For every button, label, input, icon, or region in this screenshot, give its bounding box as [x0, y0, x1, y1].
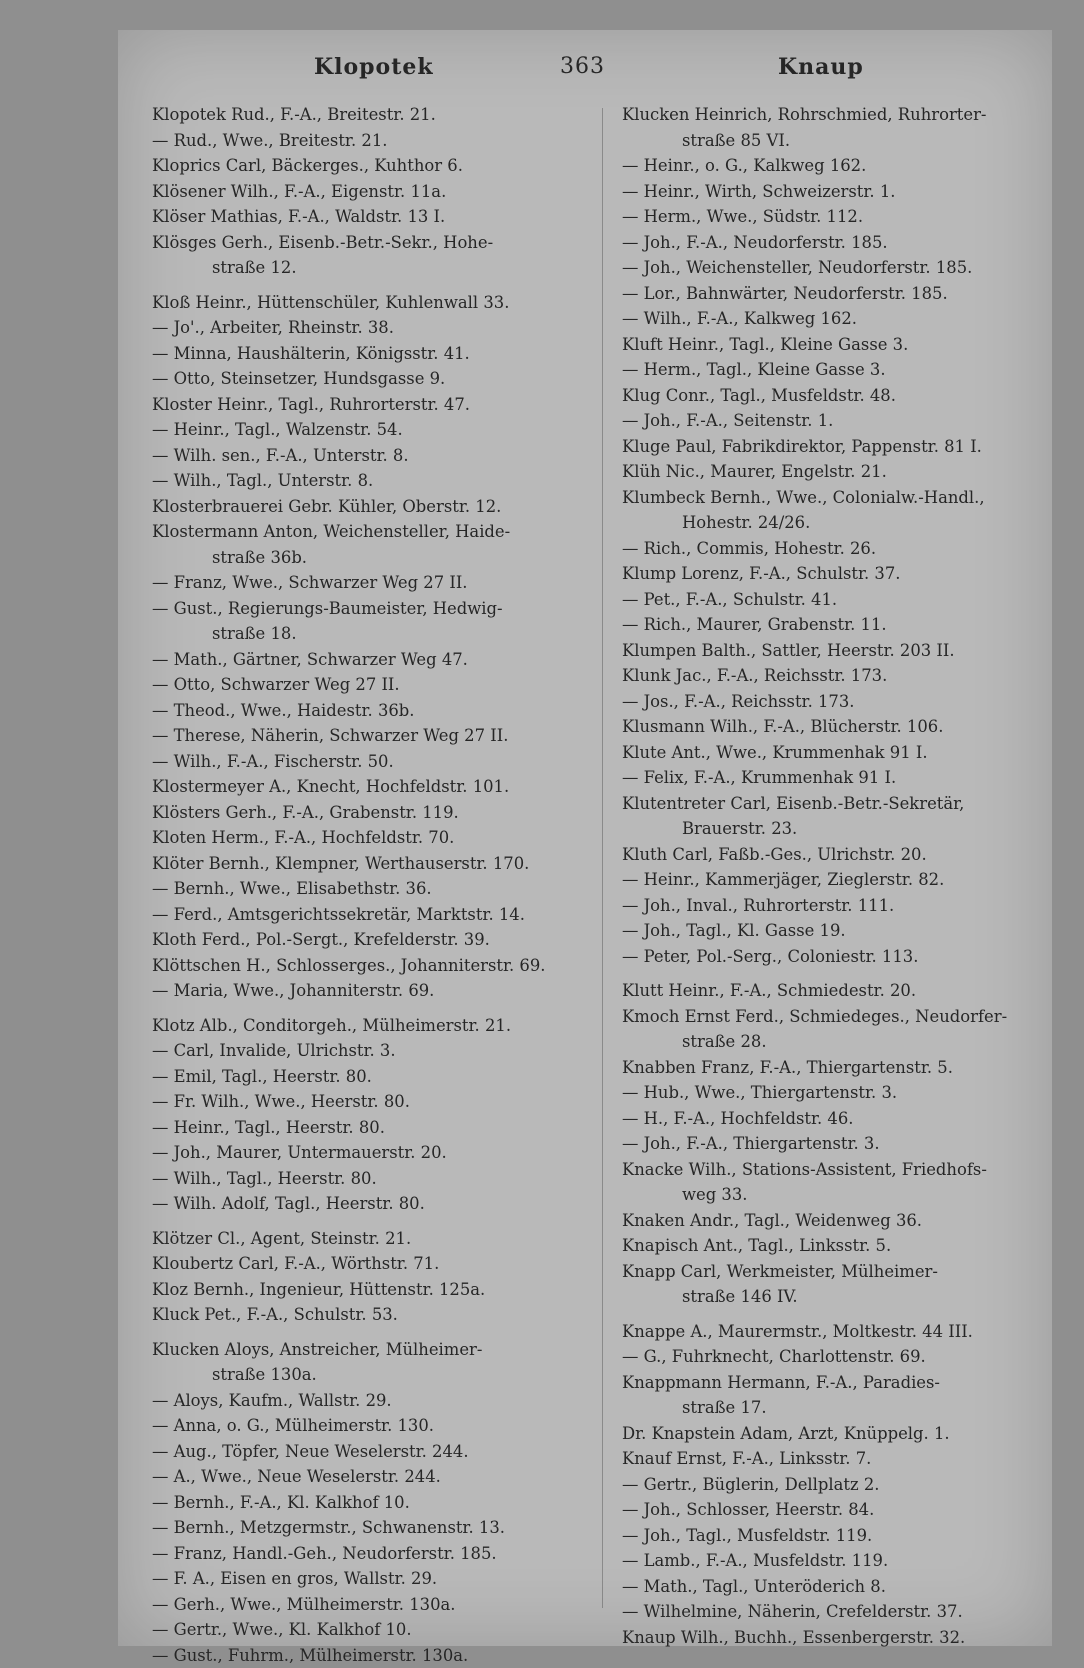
directory-entry: Klöter Bernh., Klempner, Werthauserstr. 170. — [152, 851, 584, 877]
directory-entry: — Heinr., o. G., Kalkweg 162. — [622, 153, 1042, 179]
directory-entry: straße 146 IV. — [622, 1284, 1042, 1310]
directory-entry: Knacke Wilh., Stations-Assistent, Friedhofs- — [622, 1157, 1042, 1183]
directory-entry: — Bernh., Wwe., Elisabethstr. 36. — [152, 876, 584, 902]
header-first-entry: Klopotek — [314, 54, 434, 80]
directory-entry: — Peter, Pol.-Serg., Coloniestr. 113. — [622, 944, 1042, 970]
directory-entry: straße 12. — [152, 255, 584, 281]
directory-entry: — Rich., Commis, Hohestr. 26. — [622, 536, 1042, 562]
directory-entry: — Gerh., Wwe., Mülheimerstr. 130a. — [152, 1592, 584, 1618]
directory-entry: — Joh., Maurer, Untermauerstr. 20. — [152, 1140, 584, 1166]
directory-page — [118, 30, 1052, 1646]
directory-entry: — Jos., F.-A., Reichsstr. 173. — [622, 689, 1042, 715]
directory-entry: — Joh., F.-A., Seitenstr. 1. — [622, 408, 1042, 434]
left-column — [152, 102, 584, 1668]
directory-entry: Klotz Alb., Conditorgeh., Mülheimerstr. 21. — [152, 1013, 584, 1039]
directory-entry: Knaken Andr., Tagl., Weidenweg 36. — [622, 1208, 1042, 1234]
directory-entry: Kloz Bernh., Ingenieur, Hüttenstr. 125a. — [152, 1277, 584, 1303]
directory-entry: — Therese, Näherin, Schwarzer Weg 27 II. — [152, 723, 584, 749]
directory-entry: — Emil, Tagl., Heerstr. 80. — [152, 1064, 584, 1090]
directory-entry: Klüh Nic., Maurer, Engelstr. 21. — [622, 459, 1042, 485]
directory-entry: — Fr. Wilh., Wwe., Heerstr. 80. — [152, 1089, 584, 1115]
directory-entry: Klösener Wilh., F.-A., Eigenstr. 11a. — [152, 179, 584, 205]
directory-entry: Klostermeyer A., Knecht, Hochfeldstr. 101. — [152, 774, 584, 800]
directory-entry: Klug Conr., Tagl., Musfeldstr. 48. — [622, 383, 1042, 409]
directory-entry: Klunk Jac., F.-A., Reichsstr. 173. — [622, 663, 1042, 689]
directory-entry: Dr. Knapstein Adam, Arzt, Knüppelg. 1. — [622, 1421, 1042, 1447]
directory-entry: Klostermann Anton, Weichensteller, Haide- — [152, 519, 584, 545]
directory-entry: Knappmann Hermann, F.-A., Paradies- — [622, 1370, 1042, 1396]
directory-entry: — Gertr., Büglerin, Dellplatz 2. — [622, 1472, 1042, 1498]
directory-entry: straße 130a. — [152, 1362, 584, 1388]
directory-entry: Klucken Aloys, Anstreicher, Mülheimer- — [152, 1337, 584, 1363]
directory-entry: Klump Lorenz, F.-A., Schulstr. 37. — [622, 561, 1042, 587]
directory-entry: Klucken Heinrich, Rohrschmied, Ruhrorter- — [622, 102, 1042, 128]
directory-entry: — Wilh. Adolf, Tagl., Heerstr. 80. — [152, 1191, 584, 1217]
directory-entry: — Hub., Wwe., Thiergartenstr. 3. — [622, 1080, 1042, 1106]
directory-entry: Kloten Herm., F.-A., Hochfeldstr. 70. — [152, 825, 584, 851]
directory-entry: straße 85 VI. — [622, 128, 1042, 154]
directory-entry: — Math., Gärtner, Schwarzer Weg 47. — [152, 647, 584, 673]
directory-entry: — F. A., Eisen en gros, Wallstr. 29. — [152, 1566, 584, 1592]
directory-entry: — Joh., F.-A., Neudorferstr. 185. — [622, 230, 1042, 256]
directory-entry: — Aug., Töpfer, Neue Weselerstr. 244. — [152, 1439, 584, 1465]
directory-entry: — Wilh. sen., F.-A., Unterstr. 8. — [152, 443, 584, 469]
directory-entry: Kmoch Ernst Ferd., Schmiedeges., Neudorfer- — [622, 1004, 1042, 1030]
directory-entry: — Herm., Tagl., Kleine Gasse 3. — [622, 357, 1042, 383]
column-divider — [602, 108, 603, 1608]
directory-entry: — Aloys, Kaufm., Wallstr. 29. — [152, 1388, 584, 1414]
directory-entry: Klusmann Wilh., F.-A., Blücherstr. 106. — [622, 714, 1042, 740]
directory-entry: — Bernh., Metzgermstr., Schwanenstr. 13. — [152, 1515, 584, 1541]
directory-entry: — Joh., F.-A., Thiergartenstr. 3. — [622, 1131, 1042, 1157]
directory-entry: Klösges Gerh., Eisenb.-Betr.-Sekr., Hohe- — [152, 230, 584, 256]
directory-entry: Kloth Ferd., Pol.-Sergt., Krefelderstr. 39. — [152, 927, 584, 953]
directory-entry: straße 36b. — [152, 545, 584, 571]
directory-entry: Knabben Franz, F.-A., Thiergartenstr. 5. — [622, 1055, 1042, 1081]
directory-entry: Kloubertz Carl, F.-A., Wörthstr. 71. — [152, 1251, 584, 1277]
page-number: 363 — [560, 54, 605, 79]
directory-entry: — Franz, Wwe., Schwarzer Weg 27 II. — [152, 570, 584, 596]
directory-entry: Knapp Carl, Werkmeister, Mülheimer- — [622, 1259, 1042, 1285]
directory-entry: Knapisch Ant., Tagl., Linksstr. 5. — [622, 1233, 1042, 1259]
directory-entry: straße 17. — [622, 1395, 1042, 1421]
directory-entry: Kluck Pet., F.-A., Schulstr. 53. — [152, 1302, 584, 1328]
directory-entry: — Carl, Invalide, Ulrichstr. 3. — [152, 1038, 584, 1064]
directory-entry: — Heinr., Wirth, Schweizerstr. 1. — [622, 179, 1042, 205]
directory-entry: — Anna, o. G., Mülheimerstr. 130. — [152, 1413, 584, 1439]
directory-entry: — Wilh., F.-A., Fischerstr. 50. — [152, 749, 584, 775]
directory-entry: Brauerstr. 23. — [622, 816, 1042, 842]
directory-entry: — Wilh., Tagl., Unterstr. 8. — [152, 468, 584, 494]
directory-entry: — Theod., Wwe., Haidestr. 36b. — [152, 698, 584, 724]
directory-entry: — Ferd., Amtsgerichtssekretär, Marktstr. 14. — [152, 902, 584, 928]
directory-entry: Klöttschen H., Schlosserges., Johanniterstr. 69. — [152, 953, 584, 979]
directory-entry: Kluge Paul, Fabrikdirektor, Pappenstr. 81 I. — [622, 434, 1042, 460]
directory-entry: Hohestr. 24/26. — [622, 510, 1042, 536]
directory-entry: — Joh., Tagl., Musfeldstr. 119. — [622, 1523, 1042, 1549]
directory-entry: Klösters Gerh., F.-A., Grabenstr. 119. — [152, 800, 584, 826]
directory-entry: Knauf Ernst, F.-A., Linksstr. 7. — [622, 1446, 1042, 1472]
directory-entry: — Franz, Handl.-Geh., Neudorferstr. 185. — [152, 1541, 584, 1567]
directory-entry: — Lor., Bahnwärter, Neudorferstr. 185. — [622, 281, 1042, 307]
directory-entry: — Gust., Fuhrm., Mülheimerstr. 130a. — [152, 1643, 584, 1668]
directory-entry: Knaup Wilh., Buchh., Essenbergerstr. 32. — [622, 1625, 1042, 1651]
right-column — [622, 102, 1042, 1650]
directory-entry: Klosterbrauerei Gebr. Kühler, Oberstr. 12. — [152, 494, 584, 520]
directory-entry: — Heinr., Kammerjäger, Zieglerstr. 82. — [622, 867, 1042, 893]
directory-entry: — Gertr., Wwe., Kl. Kalkhof 10. — [152, 1617, 584, 1643]
directory-entry: Knappe A., Maurermstr., Moltkestr. 44 III. — [622, 1319, 1042, 1345]
directory-entry: — G., Fuhrknecht, Charlottenstr. 69. — [622, 1344, 1042, 1370]
directory-entry: — Math., Tagl., Unteröderich 8. — [622, 1574, 1042, 1600]
directory-entry: Kluth Carl, Faßb.-Ges., Ulrichstr. 20. — [622, 842, 1042, 868]
directory-entry: Klöser Mathias, F.-A., Waldstr. 13 I. — [152, 204, 584, 230]
directory-entry: — Gust., Regierungs-Baumeister, Hedwig- — [152, 596, 584, 622]
directory-entry: — Felix, F.-A., Krummenhak 91 I. — [622, 765, 1042, 791]
directory-entry: — A., Wwe., Neue Weselerstr. 244. — [152, 1464, 584, 1490]
directory-entry: — Heinr., Tagl., Heerstr. 80. — [152, 1115, 584, 1141]
directory-entry: — Joh., Weichensteller, Neudorferstr. 185. — [622, 255, 1042, 281]
directory-entry: Klutt Heinr., F.-A., Schmiedestr. 20. — [622, 978, 1042, 1004]
directory-entry: — Minna, Haushälterin, Königsstr. 41. — [152, 341, 584, 367]
directory-entry: weg 33. — [622, 1182, 1042, 1208]
directory-entry: Klute Ant., Wwe., Krummenhak 91 I. — [622, 740, 1042, 766]
directory-entry: — Pet., F.-A., Schulstr. 41. — [622, 587, 1042, 613]
directory-entry: — Rud., Wwe., Breitestr. 21. — [152, 128, 584, 154]
directory-entry: Kluft Heinr., Tagl., Kleine Gasse 3. — [622, 332, 1042, 358]
directory-entry: — Herm., Wwe., Südstr. 112. — [622, 204, 1042, 230]
directory-entry: — Maria, Wwe., Johanniterstr. 69. — [152, 978, 584, 1004]
directory-entry: straße 18. — [152, 621, 584, 647]
directory-entry: Klumbeck Bernh., Wwe., Colonialw.-Handl., — [622, 485, 1042, 511]
directory-entry: — Jo'., Arbeiter, Rheinstr. 38. — [152, 315, 584, 341]
directory-entry: Klötzer Cl., Agent, Steinstr. 21. — [152, 1226, 584, 1252]
directory-entry: — Lamb., F.-A., Musfeldstr. 119. — [622, 1548, 1042, 1574]
directory-entry: — Otto, Schwarzer Weg 27 II. — [152, 672, 584, 698]
directory-entry: — Otto, Steinsetzer, Hundsgasse 9. — [152, 366, 584, 392]
directory-entry: — Joh., Inval., Ruhrorterstr. 111. — [622, 893, 1042, 919]
directory-entry: — Bernh., F.-A., Kl. Kalkhof 10. — [152, 1490, 584, 1516]
directory-entry: — Wilhelmine, Näherin, Crefelderstr. 37. — [622, 1599, 1042, 1625]
directory-entry: — Rich., Maurer, Grabenstr. 11. — [622, 612, 1042, 638]
directory-entry: Klutentreter Carl, Eisenb.-Betr.-Sekretär, — [622, 791, 1042, 817]
directory-entry: — H., F.-A., Hochfeldstr. 46. — [622, 1106, 1042, 1132]
directory-entry: Klumpen Balth., Sattler, Heerstr. 203 II. — [622, 638, 1042, 664]
header-last-entry: Knaup — [778, 54, 864, 80]
directory-entry: — Joh., Schlosser, Heerstr. 84. — [622, 1497, 1042, 1523]
directory-entry: — Joh., Tagl., Kl. Gasse 19. — [622, 918, 1042, 944]
directory-entry: — Wilh., F.-A., Kalkweg 162. — [622, 306, 1042, 332]
directory-entry: — Heinr., Tagl., Walzenstr. 54. — [152, 417, 584, 443]
directory-entry: Kloprics Carl, Bäckerges., Kuhthor 6. — [152, 153, 584, 179]
directory-entry: — Wilh., Tagl., Heerstr. 80. — [152, 1166, 584, 1192]
directory-entry: Kloster Heinr., Tagl., Ruhrorterstr. 47. — [152, 392, 584, 418]
directory-entry: Klopotek Rud., F.-A., Breitestr. 21. — [152, 102, 584, 128]
directory-entry: Kloß Heinr., Hüttenschüler, Kuhlenwall 33. — [152, 290, 584, 316]
directory-entry: straße 28. — [622, 1029, 1042, 1055]
page-header — [118, 54, 1052, 94]
